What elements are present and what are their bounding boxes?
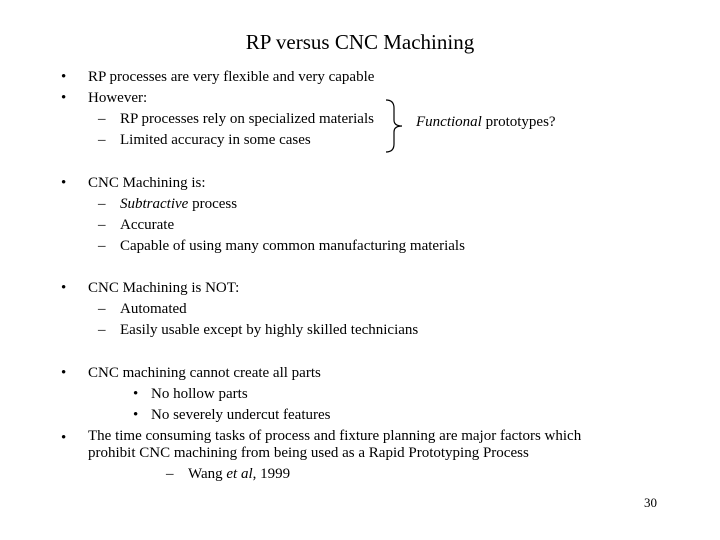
right-brace-icon	[380, 98, 410, 154]
sub-bullet-text: Easily usable except by highly skilled technicians	[120, 322, 419, 338]
dash-icon: –	[98, 111, 106, 127]
sub-bullet-text: Automated	[120, 301, 187, 317]
dash-icon: –	[98, 132, 106, 148]
bullet-icon: •	[61, 175, 67, 191]
sub-bullet-text: Capable of using many common manufacturing materials	[120, 238, 465, 254]
sub-bullet-text: Limited accuracy in some cases	[120, 132, 311, 148]
sub-sub-bullet-text: No hollow parts	[151, 386, 248, 402]
annotation-text: prototypes?	[481, 114, 556, 130]
sub-bullet-text: Accurate	[120, 217, 175, 233]
dash-icon: –	[166, 466, 174, 482]
dash-icon: –	[98, 217, 106, 233]
dash-icon: –	[98, 322, 106, 338]
citation-author: Wang	[188, 466, 227, 482]
dash-icon: –	[98, 238, 106, 254]
citation-year: , 1999	[252, 466, 291, 482]
bullet-text: However:	[88, 90, 148, 106]
bullet-text: RP processes are very flexible and very capable	[88, 69, 375, 85]
dash-icon: –	[98, 196, 106, 212]
bullet-icon: •	[61, 430, 67, 446]
annotation-emphasis: Functional	[416, 114, 482, 130]
sub-text: process	[188, 196, 238, 212]
sub-bullet-text	[120, 195, 237, 213]
citation	[188, 465, 290, 483]
emphasis: Subtractive	[120, 196, 189, 212]
bullet-text: CNC Machining is:	[88, 175, 206, 191]
sub-bullet-text: RP processes rely on specialized materials	[120, 111, 374, 127]
bullet-icon: •	[61, 280, 67, 296]
bullet-icon: •	[133, 407, 139, 423]
slide-title: RP versus CNC Machining	[245, 30, 475, 54]
bullet-icon: •	[61, 90, 67, 106]
bullet-text: CNC machining cannot create all parts	[88, 365, 321, 381]
bullet-icon: •	[61, 365, 67, 381]
bullet-text-continued: prohibit CNC machining from being used as a Rapid Prototyping Process	[88, 445, 529, 461]
citation-etal: et al	[226, 466, 253, 482]
bullet-icon: •	[133, 386, 139, 402]
annotation	[416, 113, 556, 131]
bullet-text: The time consuming tasks of process and fixture planning are major factors which	[88, 428, 582, 444]
bullet-icon: •	[61, 69, 67, 85]
dash-icon: –	[98, 301, 106, 317]
bullet-text: CNC Machining is NOT:	[88, 280, 240, 296]
page-number: 30	[644, 495, 657, 510]
sub-sub-bullet-text: No severely undercut features	[151, 407, 331, 423]
